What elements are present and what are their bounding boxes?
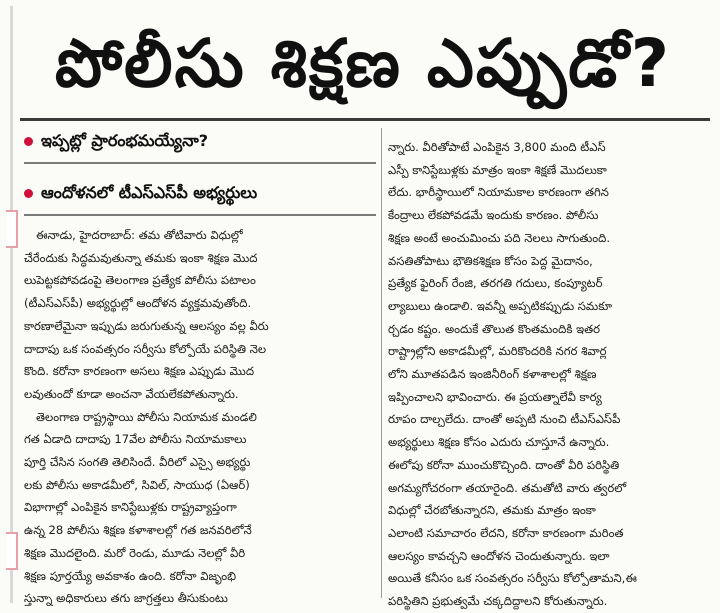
text-line: పూర్తి చేసిన సంగతి తెలిసిందే. వీరిలో ఎస్సై అభ్యర్థు [24,455,251,470]
kicker-rule [24,162,376,164]
text-line: లేదు. భారీస్థాయిలో నియామకాల కారణంగా తగిన [388,185,609,200]
text-line: కేంద్రాలు లేకపోవడమే ఇందుకు కారణం. పోలీసు [388,208,599,223]
text-line: ఈలోపు కరోనా ముంచుకొచ్చింది. దాంతో వీరి పరిస్థితి [388,457,620,472]
text-line: తెలంగాణ రాష్ట్రస్థాయి పోలీసు నియామక మండలి [36,409,257,424]
text-line: దాదాపు ఒక సంవత్సరం సర్వీసు కోల్పోయే పరిస్థితి నెల [24,341,267,356]
page-edge-rule [10,6,13,603]
margin-marker [6,210,18,248]
kicker-text: ఆందోళనలో టీఎస్‌ఎస్‌పీ అభ్యర్థులు [41,183,258,202]
text-line: లకు పోలీసు అకాడమీలో, సివిల్, సాయుధ (ఏఆర్) [24,477,250,492]
text-line: విధుల్లో చేరబోతున్నారని, తమకు మాత్రం ఇంకా [388,503,596,518]
text-line: ఆలస్యం కావచ్చని ఆందోళన చెందుతున్నారు. ఇలా [388,548,610,563]
text-line: పరిస్థితిని ప్రభుత్వమే చక్కదిద్దాలని కోరుతున్నారు. [388,594,608,609]
text-line: కారణాలేమైనా ఇప్పుడు జరుగుతున్న ఆలస్యం వల్ల వీరు [24,318,269,333]
right-body-text [388,136,714,613]
kicker-rule [24,214,376,216]
bullet-icon [24,137,33,146]
text-line: ప్రత్యేక ఫైరింగ్ రేంజి, తరగతి గదులు, కంప్యూటర్ [388,276,603,291]
right-column [388,136,714,613]
text-line: శిక్షణ మొదలైంది. మరో రెండు, మూడు నెలల్లో వీరి [24,545,246,560]
text-line: అయితే కనీసం ఒక సంవత్సరం సర్వీసు కోల్పోతామని,ఈ [388,571,637,586]
text-line: రాష్ట్రాల్లోని అకాడమీల్లో, మరికొందరికి నగర శివార్ల [388,344,607,359]
kicker-text: ఇప్పట్లో ప్రారంభమయ్యేనా? [41,131,209,150]
left-column [24,124,376,610]
text-line: ఈనాడు, హైదరాబాద్: తమ తోటివారు విధుల్లో [36,228,243,242]
kicker-line [24,178,376,208]
text-line: న్నారు. వీరితోపాటే ఎంపికైన 3,800 మంది టీఎస్ [388,140,606,154]
text-line: ఎస్పీ కానిస్టేబుళ్లకు మాత్రం ఇంకా శిక్షణే మొదలుకా [388,162,607,177]
text-line: లవుతుందో కూడా అంచనా వేయలేకపోతున్నారు. [24,386,239,401]
column-divider [381,128,382,598]
text-line: వసతితోపాటు భౌతికశిక్షణ కోసం పెద్ద మైదానం, [388,253,593,268]
text-line: ఇప్పించాలని భావించారు. ఈ ప్రయత్నాలేవీ కార్య [388,389,602,404]
kicker-line [24,126,376,156]
text-line: (టీఎస్‌ఎస్‌పీ) అభ్యర్థుల్లో ఆందోళన వ్యక్తమవుతోంది. [24,296,252,311]
text-line: రూపం దాల్చలేదు. దాంతో అప్పటి నుంచి టీఎస్‌ఎస్‌పీ [388,412,621,427]
text-line: ర్చడం కష్టం. అందుకే తొలుత కొంతమందికి ఇతర [388,321,600,336]
text-line: లోని మూతపడిన ఇంజినీరింగ్ కళాశాలల్లో శిక్షణ [388,367,597,382]
text-line: ఎలాంటి సమాచారం లేదని, కరోనా కారణంగా మరింత [388,525,624,540]
headline-rule [20,118,710,121]
text-line: అగమ్యగోచరంగా తయారైంది. తమతోటి వారు త్వరలో [388,480,627,495]
text-line: చేరేందుకు సిద్ధమవుతున్నా తమకు ఇంకా శిక్షణ మొద [24,250,258,265]
text-line: శిక్షణ అంటే అంచుమించు పది నెలలు సాగుతుంది. [388,230,611,245]
text-line: శిక్షణ పూర్తయ్యే అవకాశం ఉంది. కరోనా విజృంభి [24,568,237,583]
text-line: గత ఏడాది దాదాపు 17వేల పోలీసు నియామకాలు [24,432,247,447]
left-body-text [24,224,376,610]
text-line: ల్యాబులు ఉండాలి. ఇవన్నీ అప్పటికప్పుడు సమకూ [388,298,612,313]
bullet-icon [24,189,33,198]
article-headline: పోలీసు శిక్షణ ఎప్పుడో? [54,25,672,102]
text-line: లుపెట్టకపోవడంపై తెలంగాణ ప్రత్యేక పోలీసు పటాలం [24,273,256,288]
text-line: ఉన్న 28 పోలీసు శిక్షణ కళాశాలల్లో గత జనవరిలోనే [24,523,252,538]
text-line: కొంది. కరోనా కారణంగా అసలు శిక్షణ ఎప్పుడు మొద [24,364,255,379]
text-line: స్తున్నా అధికారులు తగు జాగ్రత్తలు తీసుకుంటు [24,591,228,606]
margin-marker [6,532,18,570]
text-line: అభ్యర్థులు శిక్షణ కోసం ఎదురు చూస్తూనే ఉన్నారు. [388,435,610,450]
text-line: విభాగాల్లో ఎంపికైన కానిస్టేబుళ్లకు రాష్ట్రవ్యాప్తంగా [24,500,237,515]
